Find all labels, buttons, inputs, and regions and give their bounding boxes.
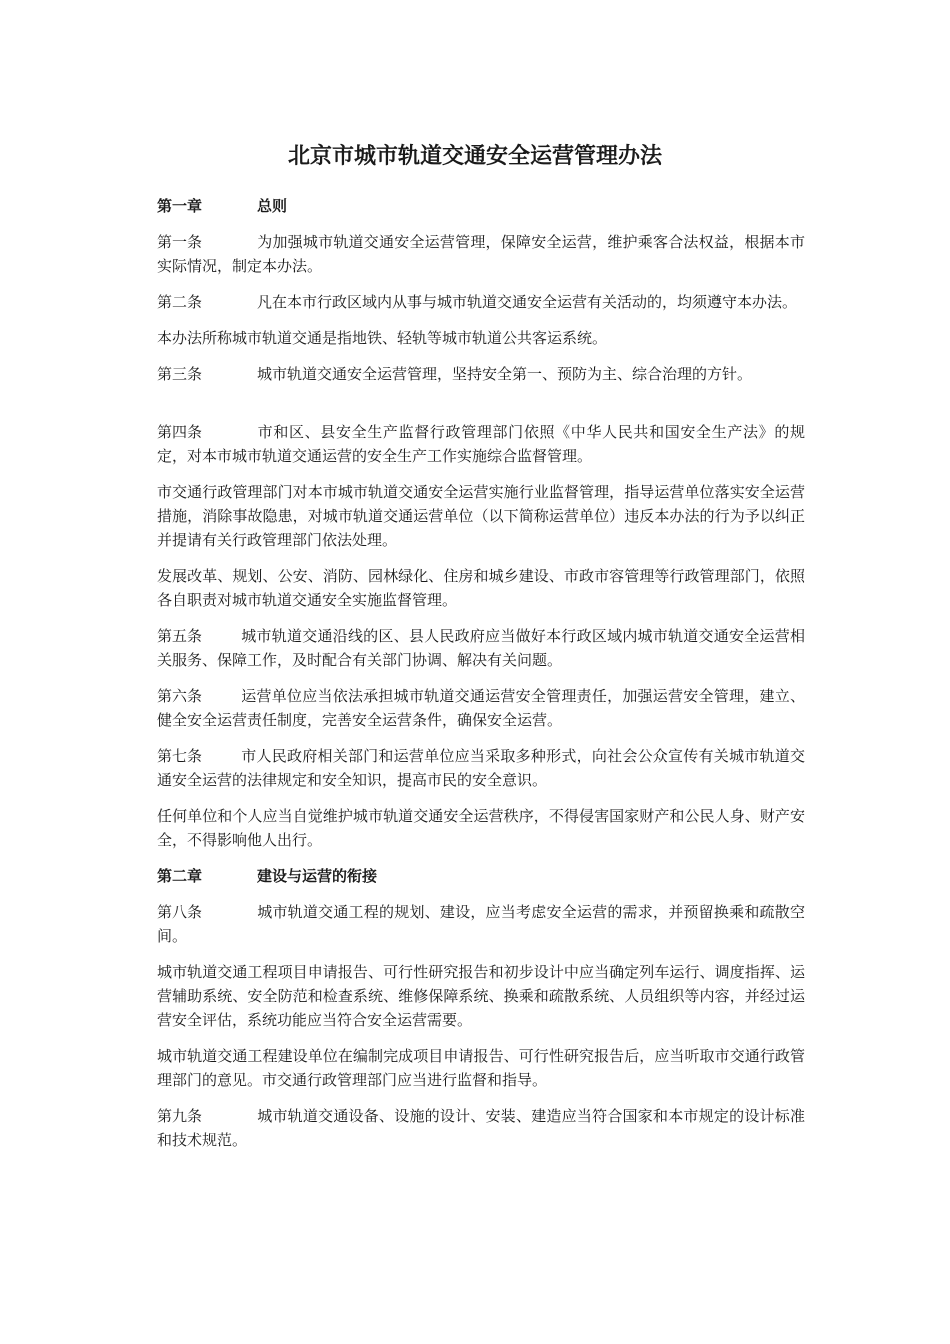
article-number: 第七条: [157, 747, 203, 765]
article-5: [157, 624, 805, 672]
article-7-paragraph-2: 任何单位和个人应当自觉维护城市轨道交通安全运营秩序，不得侵害国家财产和公民人身、财产安全，不得影响他人出行。: [157, 807, 805, 849]
article-text: 城市轨道交通工程的规划、建设，应当考虑安全运营的需求，并预留换乘和疏散空间。: [157, 903, 805, 945]
article-8: [157, 900, 805, 948]
article-3: [157, 362, 805, 386]
article-number: 第九条: [157, 1107, 203, 1125]
document-body: [157, 194, 805, 1164]
article-number: 第一条: [157, 233, 203, 251]
article-4-paragraph-2: 市交通行政管理部门对本市城市轨道交通安全运营实施行业监督管理，指导运营单位落实安全运营措施，消除事故隐患，对城市轨道交通运营单位（以下简称运营单位）违反本办法的行为予以纠正并提请有关行政管理部门依法处理。: [157, 483, 805, 549]
chapter-title: 总则: [257, 197, 288, 215]
chapter-2-heading: [157, 864, 805, 888]
article-number: 第四条: [157, 423, 203, 441]
article-2: [157, 290, 805, 314]
article-4: [157, 420, 805, 468]
article-2-paragraph-2: 本办法所称城市轨道交通是指地铁、轻轨等城市轨道公共客运系统。: [157, 329, 608, 347]
article-text: 为加强城市轨道交通安全运营管理，保障安全运营，维护乘客合法权益，根据本市实际情况，制定本办法。: [157, 233, 805, 275]
article-8-paragraph-2: 城市轨道交通工程项目申请报告、可行性研究报告和初步设计中应当确定列车运行、调度指挥、运营辅助系统、安全防范和检查系统、维修保障系统、换乘和疏散系统、人员组织等内容，并经过运营安全评估，系统功能应当符合安全运营需要。: [157, 963, 805, 1029]
article-number: 第八条: [157, 903, 203, 921]
document-title: 北京市城市轨道交通安全运营管理办法: [287, 144, 662, 169]
chapter-number: 第二章: [157, 867, 203, 885]
article-number: 第六条: [157, 687, 203, 705]
article-number: 第五条: [157, 627, 203, 645]
article-7: [157, 744, 805, 792]
article-number: 第二条: [157, 293, 203, 311]
article-6: [157, 684, 805, 732]
article-text: 城市轨道交通安全运营管理，坚持安全第一、预防为主、综合治理的方针。: [257, 365, 753, 383]
chapter-1-heading: [157, 194, 805, 218]
article-4-paragraph-3: 发展改革、规划、公安、消防、园林绿化、住房和城乡建设、市政市容管理等行政管理部门，依照各自职责对城市轨道交通安全实施监督管理。: [157, 567, 805, 609]
article-text: 运营单位应当依法承担城市轨道交通运营安全管理责任，加强运营安全管理，建立、健全安全运营责任制度，完善安全运营条件，确保安全运营。: [157, 687, 805, 729]
article-number: 第三条: [157, 365, 203, 383]
article-9: [157, 1104, 805, 1152]
article-text: 市和区、县安全生产监督行政管理部门依照《中华人民共和国安全生产法》的规定，对本市城市轨道交通运营的安全生产工作实施综合监督管理。: [157, 423, 805, 465]
article-8-paragraph-3: 城市轨道交通工程建设单位在编制完成项目申请报告、可行性研究报告后，应当听取市交通行政管理部门的意见。市交通行政管理部门应当进行监督和指导。: [157, 1047, 805, 1089]
article-1: [157, 230, 805, 278]
article-text: 凡在本市行政区域内从事与城市轨道交通安全运营有关活动的，均须遵守本办法。: [257, 293, 798, 311]
chapter-number: 第一章: [157, 197, 203, 215]
article-text: 城市轨道交通沿线的区、县人民政府应当做好本行政区域内城市轨道交通安全运营相关服务、保障工作，及时配合有关部门协调、解决有关问题。: [157, 627, 805, 669]
article-text: 城市轨道交通设备、设施的设计、安装、建造应当符合国家和本市规定的设计标准和技术规范。: [157, 1107, 805, 1149]
article-text: 市人民政府相关部门和运营单位应当采取多种形式，向社会公众宣传有关城市轨道交通安全运营的法律规定和安全知识，提高市民的安全意识。: [157, 747, 805, 789]
chapter-title: 建设与运营的衔接: [257, 867, 378, 885]
